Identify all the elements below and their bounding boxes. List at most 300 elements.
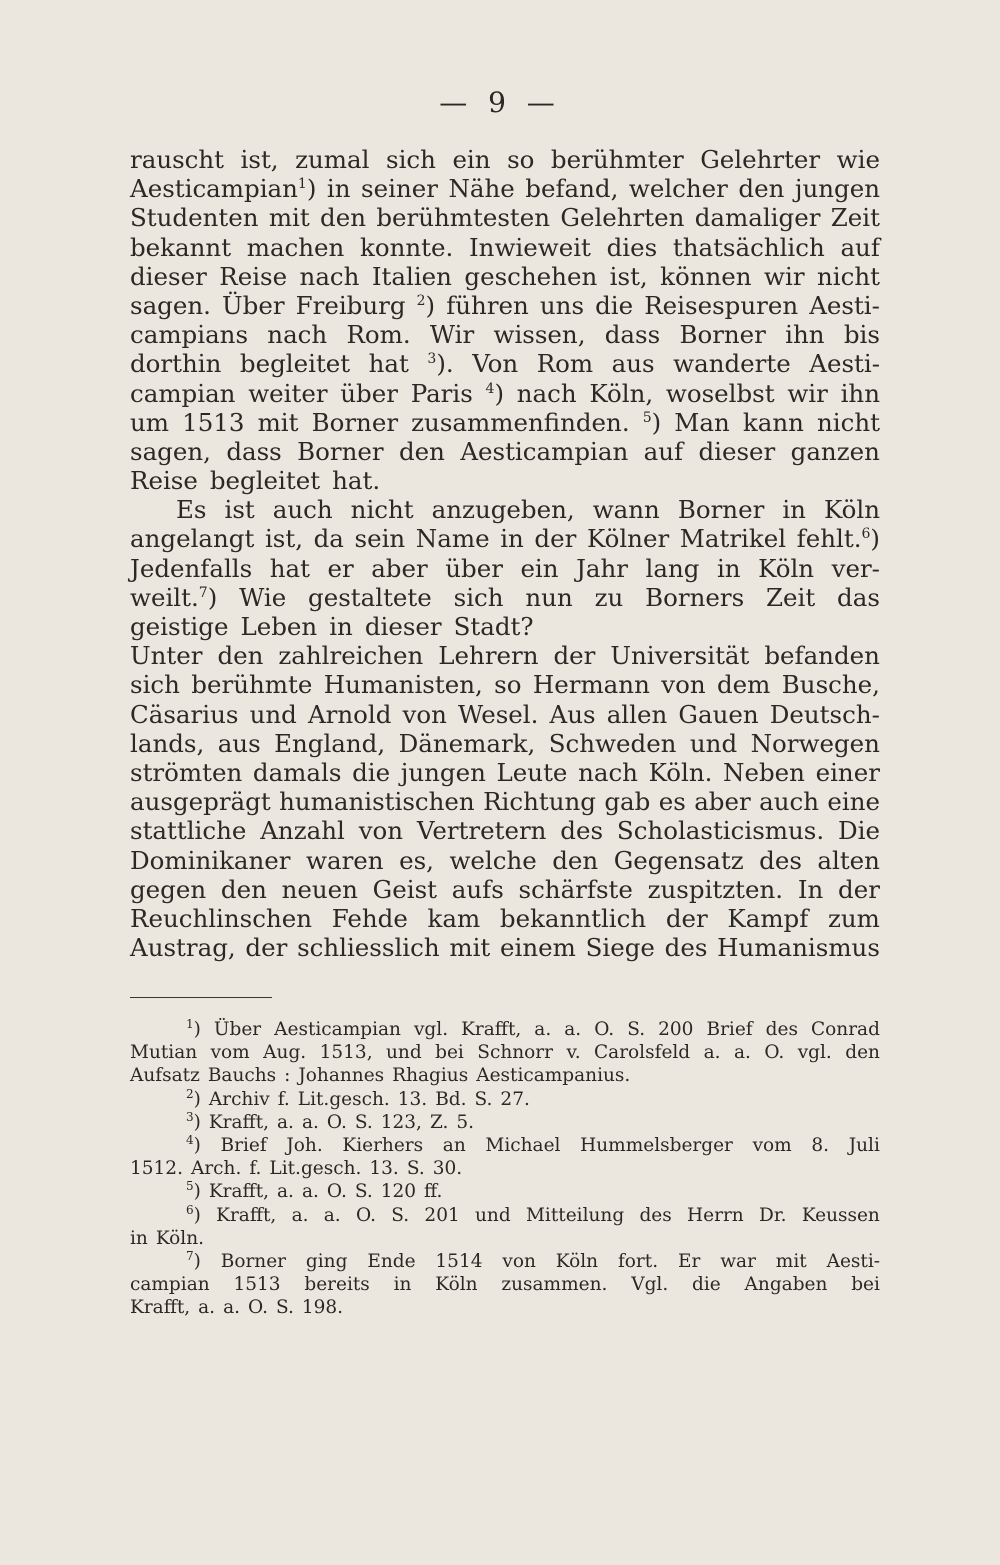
word: Köln. bbox=[155, 1227, 205, 1249]
word: Über bbox=[222, 290, 285, 320]
word: ist, bbox=[609, 261, 648, 291]
word: Cäsarius bbox=[130, 699, 239, 729]
word: Rhagius bbox=[392, 1065, 469, 1087]
word: 200 bbox=[658, 1019, 694, 1040]
word: $^3$). bbox=[427, 349, 454, 379]
word: Aus bbox=[549, 699, 596, 729]
word: in bbox=[393, 1274, 412, 1296]
text-line bbox=[130, 379, 880, 408]
word: dieser bbox=[130, 261, 207, 291]
word: mit bbox=[268, 203, 310, 233]
word: neuen bbox=[281, 874, 358, 904]
text-line bbox=[130, 408, 880, 437]
word: befanden bbox=[764, 641, 880, 671]
word: Scholasticismus. bbox=[616, 816, 825, 846]
word: Borner bbox=[677, 495, 765, 525]
word: es bbox=[658, 787, 686, 817]
word: jungen bbox=[400, 757, 486, 787]
word: Krafft, bbox=[208, 1181, 270, 1203]
word: so bbox=[494, 670, 522, 700]
word: 8. bbox=[811, 1134, 830, 1156]
word: S. bbox=[627, 1019, 646, 1040]
word: Stadt? bbox=[453, 612, 534, 641]
text-line bbox=[130, 875, 880, 904]
word: $^2$) bbox=[186, 1086, 201, 1110]
word: Universität bbox=[610, 641, 750, 671]
word: lang bbox=[645, 553, 700, 583]
text-line bbox=[130, 349, 880, 378]
word: aber bbox=[371, 553, 428, 583]
word: waren bbox=[306, 845, 384, 875]
word: rauscht bbox=[130, 145, 225, 174]
word: Michael bbox=[485, 1134, 561, 1156]
text-line bbox=[130, 262, 880, 291]
word: campians bbox=[130, 320, 249, 350]
word: Borner bbox=[297, 436, 384, 466]
word: Die bbox=[837, 816, 880, 846]
footnote-line bbox=[130, 1296, 880, 1319]
text-line bbox=[130, 174, 880, 203]
footnotes bbox=[130, 1018, 880, 1319]
word: Reuchlinschen bbox=[130, 903, 313, 933]
word: Rom. bbox=[346, 320, 411, 350]
word: eine bbox=[827, 787, 880, 817]
word: Busche, bbox=[781, 670, 880, 700]
word: Richtung bbox=[483, 787, 596, 817]
word: a. bbox=[277, 1181, 294, 1203]
word: strömten bbox=[130, 757, 243, 787]
word: 27. bbox=[500, 1088, 530, 1110]
word: aber bbox=[694, 787, 751, 817]
word: über bbox=[445, 553, 503, 583]
word: gestaltete bbox=[308, 582, 432, 612]
word: Deutsch- bbox=[769, 699, 880, 729]
word: Arnold bbox=[307, 699, 392, 729]
word: Z. bbox=[429, 1111, 449, 1133]
word: Leben bbox=[240, 612, 318, 641]
word: aufs bbox=[451, 874, 504, 904]
word: allen bbox=[606, 699, 668, 729]
word: sagen, bbox=[130, 436, 211, 466]
word: auf bbox=[643, 436, 684, 466]
word: seiner bbox=[361, 174, 438, 204]
word: Köln, bbox=[589, 378, 654, 408]
word: in bbox=[329, 612, 353, 641]
word: Köln bbox=[435, 1274, 478, 1296]
word: befand, bbox=[525, 174, 619, 204]
word: Er bbox=[677, 1250, 701, 1272]
word: S. bbox=[275, 1297, 294, 1319]
word: Wesel. bbox=[458, 699, 539, 729]
word: in bbox=[500, 524, 524, 554]
word: Studenten bbox=[130, 203, 259, 233]
word: Siege bbox=[585, 933, 655, 963]
word: bei bbox=[851, 1274, 880, 1296]
word: Aug. bbox=[263, 1042, 307, 1064]
word: angelangt bbox=[130, 524, 255, 554]
word: konnte. bbox=[360, 232, 454, 262]
footnote-line bbox=[130, 1157, 880, 1180]
word: in bbox=[782, 495, 806, 525]
word: nicht bbox=[816, 407, 880, 437]
word: zahlreichen bbox=[278, 641, 424, 671]
word: begleitet bbox=[209, 466, 321, 496]
word: der bbox=[245, 933, 288, 963]
word: : bbox=[284, 1065, 291, 1087]
word: Leute bbox=[496, 757, 568, 787]
text-line bbox=[130, 612, 880, 641]
word: Kampf bbox=[727, 903, 809, 933]
word: Carolsfeld bbox=[594, 1042, 691, 1064]
word: 201 bbox=[424, 1204, 460, 1226]
word: den bbox=[552, 845, 599, 875]
word: 123, bbox=[380, 1111, 422, 1133]
word: a. bbox=[323, 1204, 341, 1226]
footnote-line bbox=[130, 1227, 880, 1250]
word: 1513 bbox=[233, 1274, 281, 1296]
word: a. bbox=[534, 1019, 552, 1040]
word: Kölner bbox=[586, 524, 670, 554]
word: Vgl. bbox=[631, 1274, 669, 1296]
word: Man bbox=[674, 407, 730, 437]
word: sagen. bbox=[130, 290, 211, 320]
word: dorthin bbox=[130, 349, 222, 379]
word: nach bbox=[516, 378, 577, 408]
footnote-line bbox=[130, 1088, 880, 1111]
word: Reise bbox=[219, 261, 288, 291]
word: Italien bbox=[371, 261, 452, 291]
footnote-line bbox=[130, 1273, 880, 1296]
word: und bbox=[386, 1042, 422, 1064]
word: in bbox=[326, 174, 351, 204]
word: zu bbox=[594, 582, 624, 612]
word: Wie bbox=[239, 582, 287, 612]
footnote-line bbox=[130, 1064, 880, 1087]
word: Ende bbox=[367, 1250, 416, 1272]
text-line bbox=[130, 904, 880, 933]
text-line bbox=[130, 524, 880, 553]
word: Es bbox=[176, 495, 207, 525]
word: bereits bbox=[304, 1274, 370, 1296]
word: berühmtesten bbox=[376, 203, 551, 233]
footnote-line bbox=[130, 1018, 880, 1041]
text-line bbox=[130, 846, 880, 875]
word: gegen bbox=[130, 874, 207, 904]
word: 1512. bbox=[130, 1158, 183, 1180]
word: schärfste bbox=[518, 874, 633, 904]
footnote-separator bbox=[130, 997, 272, 998]
word: von bbox=[502, 1250, 536, 1272]
word: S. bbox=[391, 1204, 410, 1226]
word: Austrag, bbox=[130, 933, 236, 963]
word: $^1$) bbox=[186, 1017, 201, 1040]
word: O. bbox=[355, 1204, 376, 1226]
word: Schnorr bbox=[477, 1042, 553, 1064]
word: 1513, bbox=[319, 1042, 373, 1064]
footnote-line bbox=[130, 1134, 880, 1157]
word: Fehde bbox=[331, 903, 408, 933]
word: die bbox=[352, 757, 391, 787]
word: Neben bbox=[723, 757, 805, 787]
word: sich bbox=[386, 145, 436, 174]
word: nun bbox=[525, 582, 573, 612]
word: In bbox=[797, 874, 824, 904]
word: an bbox=[442, 1134, 466, 1156]
word: mit bbox=[257, 407, 299, 437]
word: $^4$) bbox=[485, 378, 505, 408]
word: bei bbox=[435, 1042, 464, 1064]
word: zusammen. bbox=[501, 1274, 608, 1296]
word: Aesti- bbox=[809, 290, 880, 320]
word: aus bbox=[217, 728, 261, 758]
word: Köln bbox=[758, 553, 815, 583]
word: so bbox=[507, 145, 535, 174]
word: des bbox=[664, 933, 708, 963]
word: Aesti- bbox=[826, 1250, 880, 1272]
word: hat. bbox=[332, 466, 381, 496]
word: jungen bbox=[794, 174, 880, 204]
word: gab bbox=[604, 787, 651, 817]
word: Köln bbox=[555, 1250, 599, 1272]
word: Reisespuren bbox=[644, 290, 799, 320]
word: S. bbox=[354, 1111, 373, 1133]
word: v. bbox=[566, 1042, 581, 1064]
word: 1514 bbox=[435, 1250, 483, 1272]
word: zusammenfinden. bbox=[411, 407, 630, 437]
word: hat bbox=[269, 553, 310, 583]
word: kann bbox=[742, 407, 804, 437]
word: Geist bbox=[372, 874, 437, 904]
word: nach bbox=[299, 261, 360, 291]
word: zuspitzten. bbox=[647, 874, 784, 904]
text-line bbox=[130, 583, 880, 612]
word: 30. bbox=[432, 1158, 463, 1180]
word: campian bbox=[130, 378, 236, 408]
word: Juli bbox=[848, 1134, 880, 1156]
word: O. bbox=[326, 1111, 347, 1133]
word: ff. bbox=[424, 1181, 443, 1203]
word: Inwieweit bbox=[468, 232, 591, 262]
text-line bbox=[130, 758, 880, 787]
word: nach bbox=[578, 757, 638, 787]
word: stattliche bbox=[130, 816, 247, 846]
word: einer bbox=[815, 757, 880, 787]
word: Mutian bbox=[130, 1042, 198, 1064]
text-line bbox=[130, 554, 880, 583]
footnote-line bbox=[130, 1111, 880, 1134]
word: mit bbox=[775, 1250, 807, 1272]
word: ist, bbox=[240, 145, 279, 174]
word: wir bbox=[764, 261, 805, 291]
word: Brief bbox=[220, 1134, 267, 1156]
word: $^2$) bbox=[416, 290, 436, 320]
word: berühmter bbox=[550, 145, 684, 174]
word: in bbox=[130, 1227, 148, 1249]
text-line bbox=[130, 291, 880, 320]
word: ver- bbox=[831, 553, 880, 583]
word: thatsächlich bbox=[672, 232, 825, 262]
word: a. bbox=[564, 1019, 582, 1040]
word: Schweden bbox=[548, 728, 677, 758]
word: Joh. bbox=[286, 1134, 323, 1156]
word: Brief bbox=[706, 1019, 753, 1040]
word: Jahr bbox=[576, 553, 628, 583]
word: weiter bbox=[248, 378, 328, 408]
word: uns bbox=[539, 290, 585, 320]
word: Zeit bbox=[830, 203, 880, 233]
word: ein bbox=[452, 145, 491, 174]
word: in bbox=[716, 553, 741, 583]
word: Borner bbox=[311, 407, 399, 437]
word: vom bbox=[752, 1134, 792, 1156]
word: lands, bbox=[130, 728, 205, 758]
word: dieser bbox=[364, 612, 442, 641]
word: auf bbox=[840, 232, 880, 262]
word: dies bbox=[606, 232, 658, 262]
word: vgl. bbox=[413, 1019, 449, 1040]
word: Mitteilung bbox=[525, 1204, 625, 1226]
word: er bbox=[327, 553, 354, 583]
text-line bbox=[130, 495, 880, 524]
word: Vertretern bbox=[416, 816, 547, 846]
word: ein bbox=[520, 553, 559, 583]
word: Dr. bbox=[759, 1204, 787, 1226]
word: Aesti- bbox=[809, 349, 880, 379]
word: a. bbox=[733, 1042, 751, 1064]
word: Aesticampian bbox=[460, 436, 629, 466]
word: Krafft, bbox=[130, 1297, 191, 1319]
word: Aesticampian bbox=[274, 1019, 401, 1040]
word: Herrn bbox=[687, 1204, 744, 1226]
word: O. bbox=[594, 1019, 615, 1040]
word: welche bbox=[449, 845, 537, 875]
word: S. bbox=[406, 1158, 425, 1180]
word: ist bbox=[224, 495, 255, 525]
word: $^5$) bbox=[642, 407, 662, 437]
word: vgl. bbox=[797, 1042, 832, 1064]
word: Dominikaner bbox=[130, 845, 291, 875]
word: ging bbox=[305, 1250, 348, 1272]
word: Archiv bbox=[208, 1088, 270, 1110]
word: es, bbox=[399, 845, 434, 875]
word: Gauen bbox=[678, 699, 759, 729]
word: 120 bbox=[380, 1181, 417, 1203]
text-line bbox=[130, 700, 880, 729]
word: weilt.$^7$) bbox=[130, 582, 218, 612]
word: dass bbox=[226, 436, 282, 466]
word: a. bbox=[703, 1042, 721, 1064]
word: Norwegen bbox=[750, 728, 880, 758]
word: ganzen bbox=[790, 436, 880, 466]
word: die bbox=[692, 1274, 721, 1296]
word: Humanismus bbox=[717, 933, 880, 963]
word: machen bbox=[246, 232, 345, 262]
word: ihn bbox=[785, 320, 825, 350]
word: $^3$) bbox=[186, 1109, 201, 1133]
word: Lehrern bbox=[438, 641, 539, 671]
word: und bbox=[249, 699, 297, 729]
word: Aesticampanius. bbox=[476, 1065, 631, 1087]
word: ihn bbox=[840, 378, 880, 408]
word: $^5$) bbox=[186, 1179, 201, 1203]
word: geschehen bbox=[464, 261, 598, 291]
page-number: — 9 — bbox=[439, 86, 561, 119]
word: Rom bbox=[536, 349, 594, 379]
text-line bbox=[130, 787, 880, 816]
word: $^6$) bbox=[186, 1202, 201, 1226]
word: Hermann bbox=[532, 670, 650, 700]
word: aus bbox=[611, 349, 655, 379]
word: Borner bbox=[679, 320, 766, 350]
word: der bbox=[838, 874, 880, 904]
word: Unter bbox=[130, 641, 203, 671]
word: und bbox=[689, 728, 738, 758]
word: einem bbox=[500, 933, 576, 963]
word: den bbox=[220, 874, 267, 904]
word: den bbox=[320, 203, 367, 233]
word: dass bbox=[604, 320, 661, 350]
word: Angaben bbox=[744, 1274, 828, 1296]
word: Dänemark, bbox=[398, 728, 536, 758]
word: wanderte bbox=[673, 349, 791, 379]
word: Paris bbox=[410, 378, 473, 408]
word: die bbox=[595, 290, 634, 320]
word: alten bbox=[817, 845, 880, 875]
word: a. bbox=[277, 1111, 294, 1133]
word: Name bbox=[415, 524, 490, 554]
word: Gelehrten bbox=[560, 203, 685, 233]
word: begleitet bbox=[239, 349, 351, 379]
word: hat bbox=[368, 349, 409, 379]
word: Gelehrter bbox=[700, 145, 821, 174]
word: Lit.gesch. bbox=[269, 1158, 362, 1180]
word: wie bbox=[836, 145, 880, 174]
word: nach bbox=[267, 320, 328, 350]
word: Freiburg bbox=[295, 290, 406, 320]
word: des bbox=[639, 1204, 672, 1226]
text-line bbox=[130, 816, 880, 845]
text-line bbox=[130, 437, 880, 466]
word: Krafft, bbox=[461, 1019, 522, 1040]
word: Bd. bbox=[435, 1088, 467, 1110]
word: das bbox=[837, 582, 880, 612]
word: Keussen bbox=[801, 1204, 880, 1226]
main-text bbox=[130, 145, 880, 962]
word: Humanisten, bbox=[323, 670, 483, 700]
word: schliesslich bbox=[297, 933, 440, 963]
word: O. bbox=[764, 1042, 785, 1064]
word: a. bbox=[198, 1297, 216, 1319]
word: S. bbox=[474, 1088, 493, 1110]
word: $^4$) bbox=[186, 1132, 201, 1156]
word: der bbox=[553, 641, 596, 671]
word: dem bbox=[716, 670, 771, 700]
word: von bbox=[358, 816, 404, 846]
word: Jedenfalls bbox=[130, 553, 253, 583]
word: berühmte bbox=[191, 670, 313, 700]
word: ausgeprägt bbox=[130, 787, 271, 817]
word: sich bbox=[130, 670, 180, 700]
word: um bbox=[130, 407, 170, 437]
word: woselbst bbox=[665, 378, 775, 408]
word: Matrikel bbox=[679, 524, 787, 554]
word: bekannt bbox=[130, 232, 232, 262]
word: Gegensatz bbox=[613, 845, 744, 875]
word: 1513 bbox=[182, 407, 245, 437]
text-line bbox=[130, 933, 880, 962]
word: Aufsatz bbox=[130, 1065, 200, 1087]
word: Aesticampian$^1$) bbox=[130, 174, 317, 204]
